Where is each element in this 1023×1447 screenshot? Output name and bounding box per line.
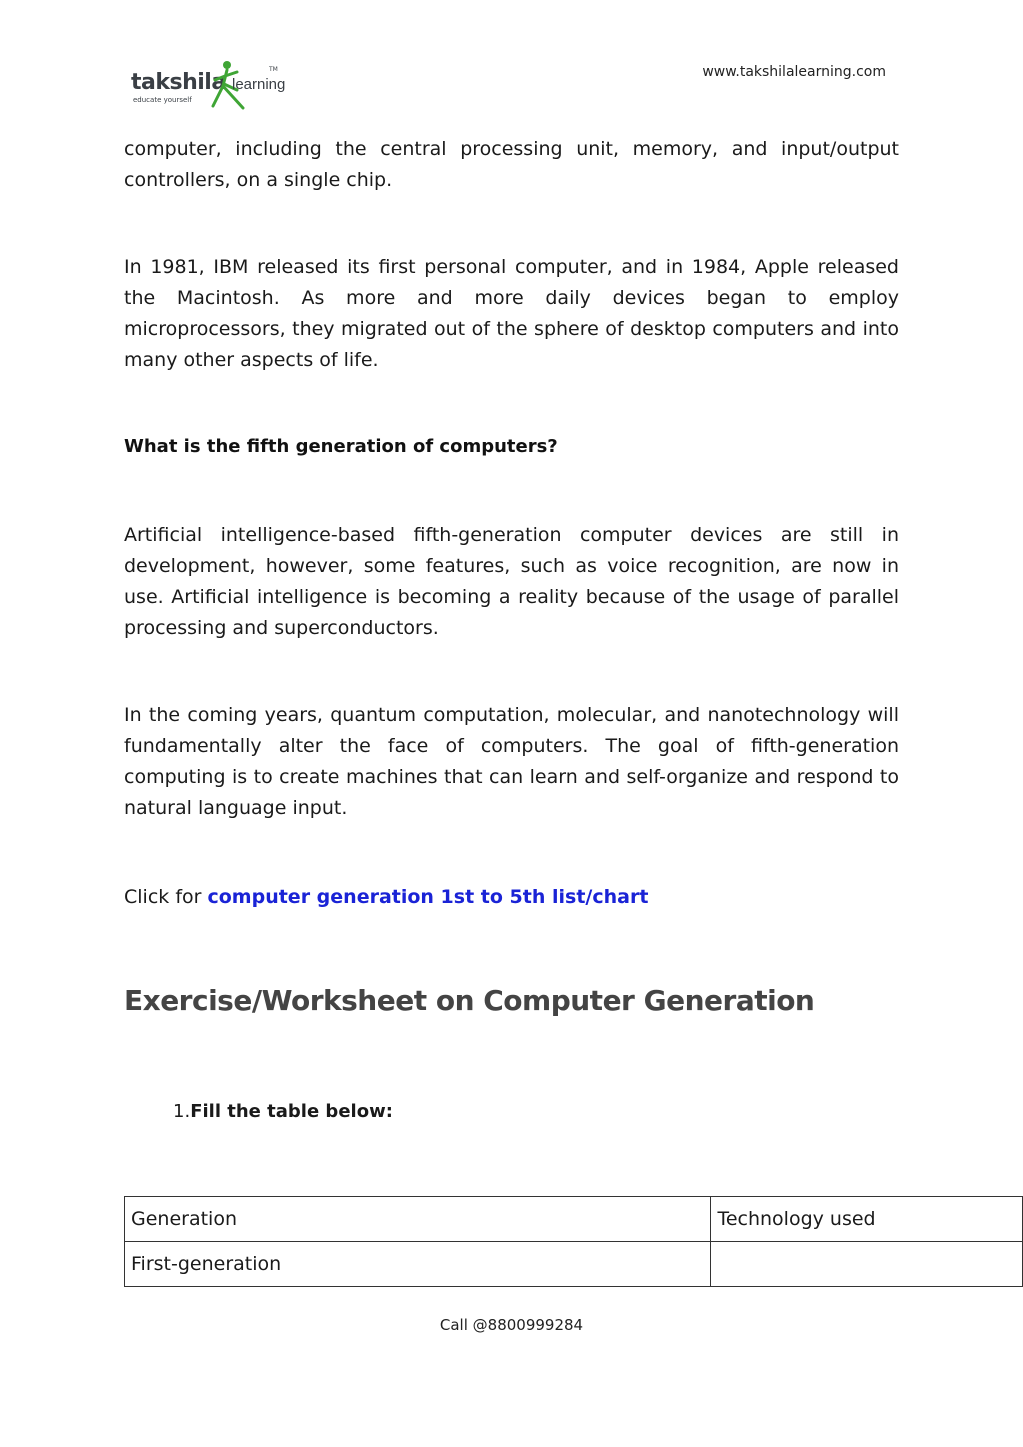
paragraph-ai-fifth-gen: Artificial intelligence-based fifth-generation computer devices are still in development, however, some features, such as voice recognition, are now in use. Artificial intelligence is becoming a reality because of the usage of parallel processing and superconductors. (124, 524, 899, 639)
logo-tagline: educate yourself (133, 96, 192, 104)
cell-generation: First-generation (125, 1242, 711, 1287)
paragraph-coming-years: In the coming years, quantum computation, molecular, and nanotechnology will fundamentally alter the face of computers. The goal of fifth-generation computing is to create machines that can learn and self-organize and respond to natural language input. (124, 704, 899, 819)
table-row (125, 1242, 1023, 1287)
header-generation: Generation (125, 1197, 711, 1242)
exercise-item (173, 1101, 393, 1122)
paragraph-microprocessor: computer, including the central processing unit, memory, and input/output controllers, on a single chip. (124, 138, 899, 191)
logo-text-learning: learning (232, 76, 286, 93)
footer-call: Call @8800999284 (439, 1316, 584, 1334)
website-url[interactable]: www.takshilalearning.com (702, 64, 886, 80)
click-line (124, 882, 899, 913)
trademark-mark: TM (269, 66, 278, 73)
takshila-logo[interactable] (131, 58, 291, 114)
click-prefix: Click for (124, 886, 208, 908)
generation-chart-link[interactable]: computer generation 1st to 5th list/chart (207, 886, 649, 908)
generation-table (124, 1196, 1023, 1287)
exercise-instruction: Fill the table below: (190, 1101, 393, 1122)
logo-text-takshila: takshila (131, 70, 226, 95)
table-header-row (125, 1197, 1023, 1242)
header-technology: Technology used (711, 1197, 1023, 1242)
exercise-heading: Exercise/Worksheet on Computer Generation (124, 984, 815, 1017)
paragraph-ibm-apple: In 1981, IBM released its first personal computer, and in 1984, Apple released the Macintosh. As more and more daily devices began to employ microprocessors, they migrated out of the sphere of desktop computers and into many other aspects of life. (124, 256, 899, 371)
exercise-number: 1. (173, 1101, 191, 1122)
question-heading: What is the fifth generation of computers? (124, 436, 558, 457)
cell-technology[interactable] (711, 1242, 1023, 1287)
